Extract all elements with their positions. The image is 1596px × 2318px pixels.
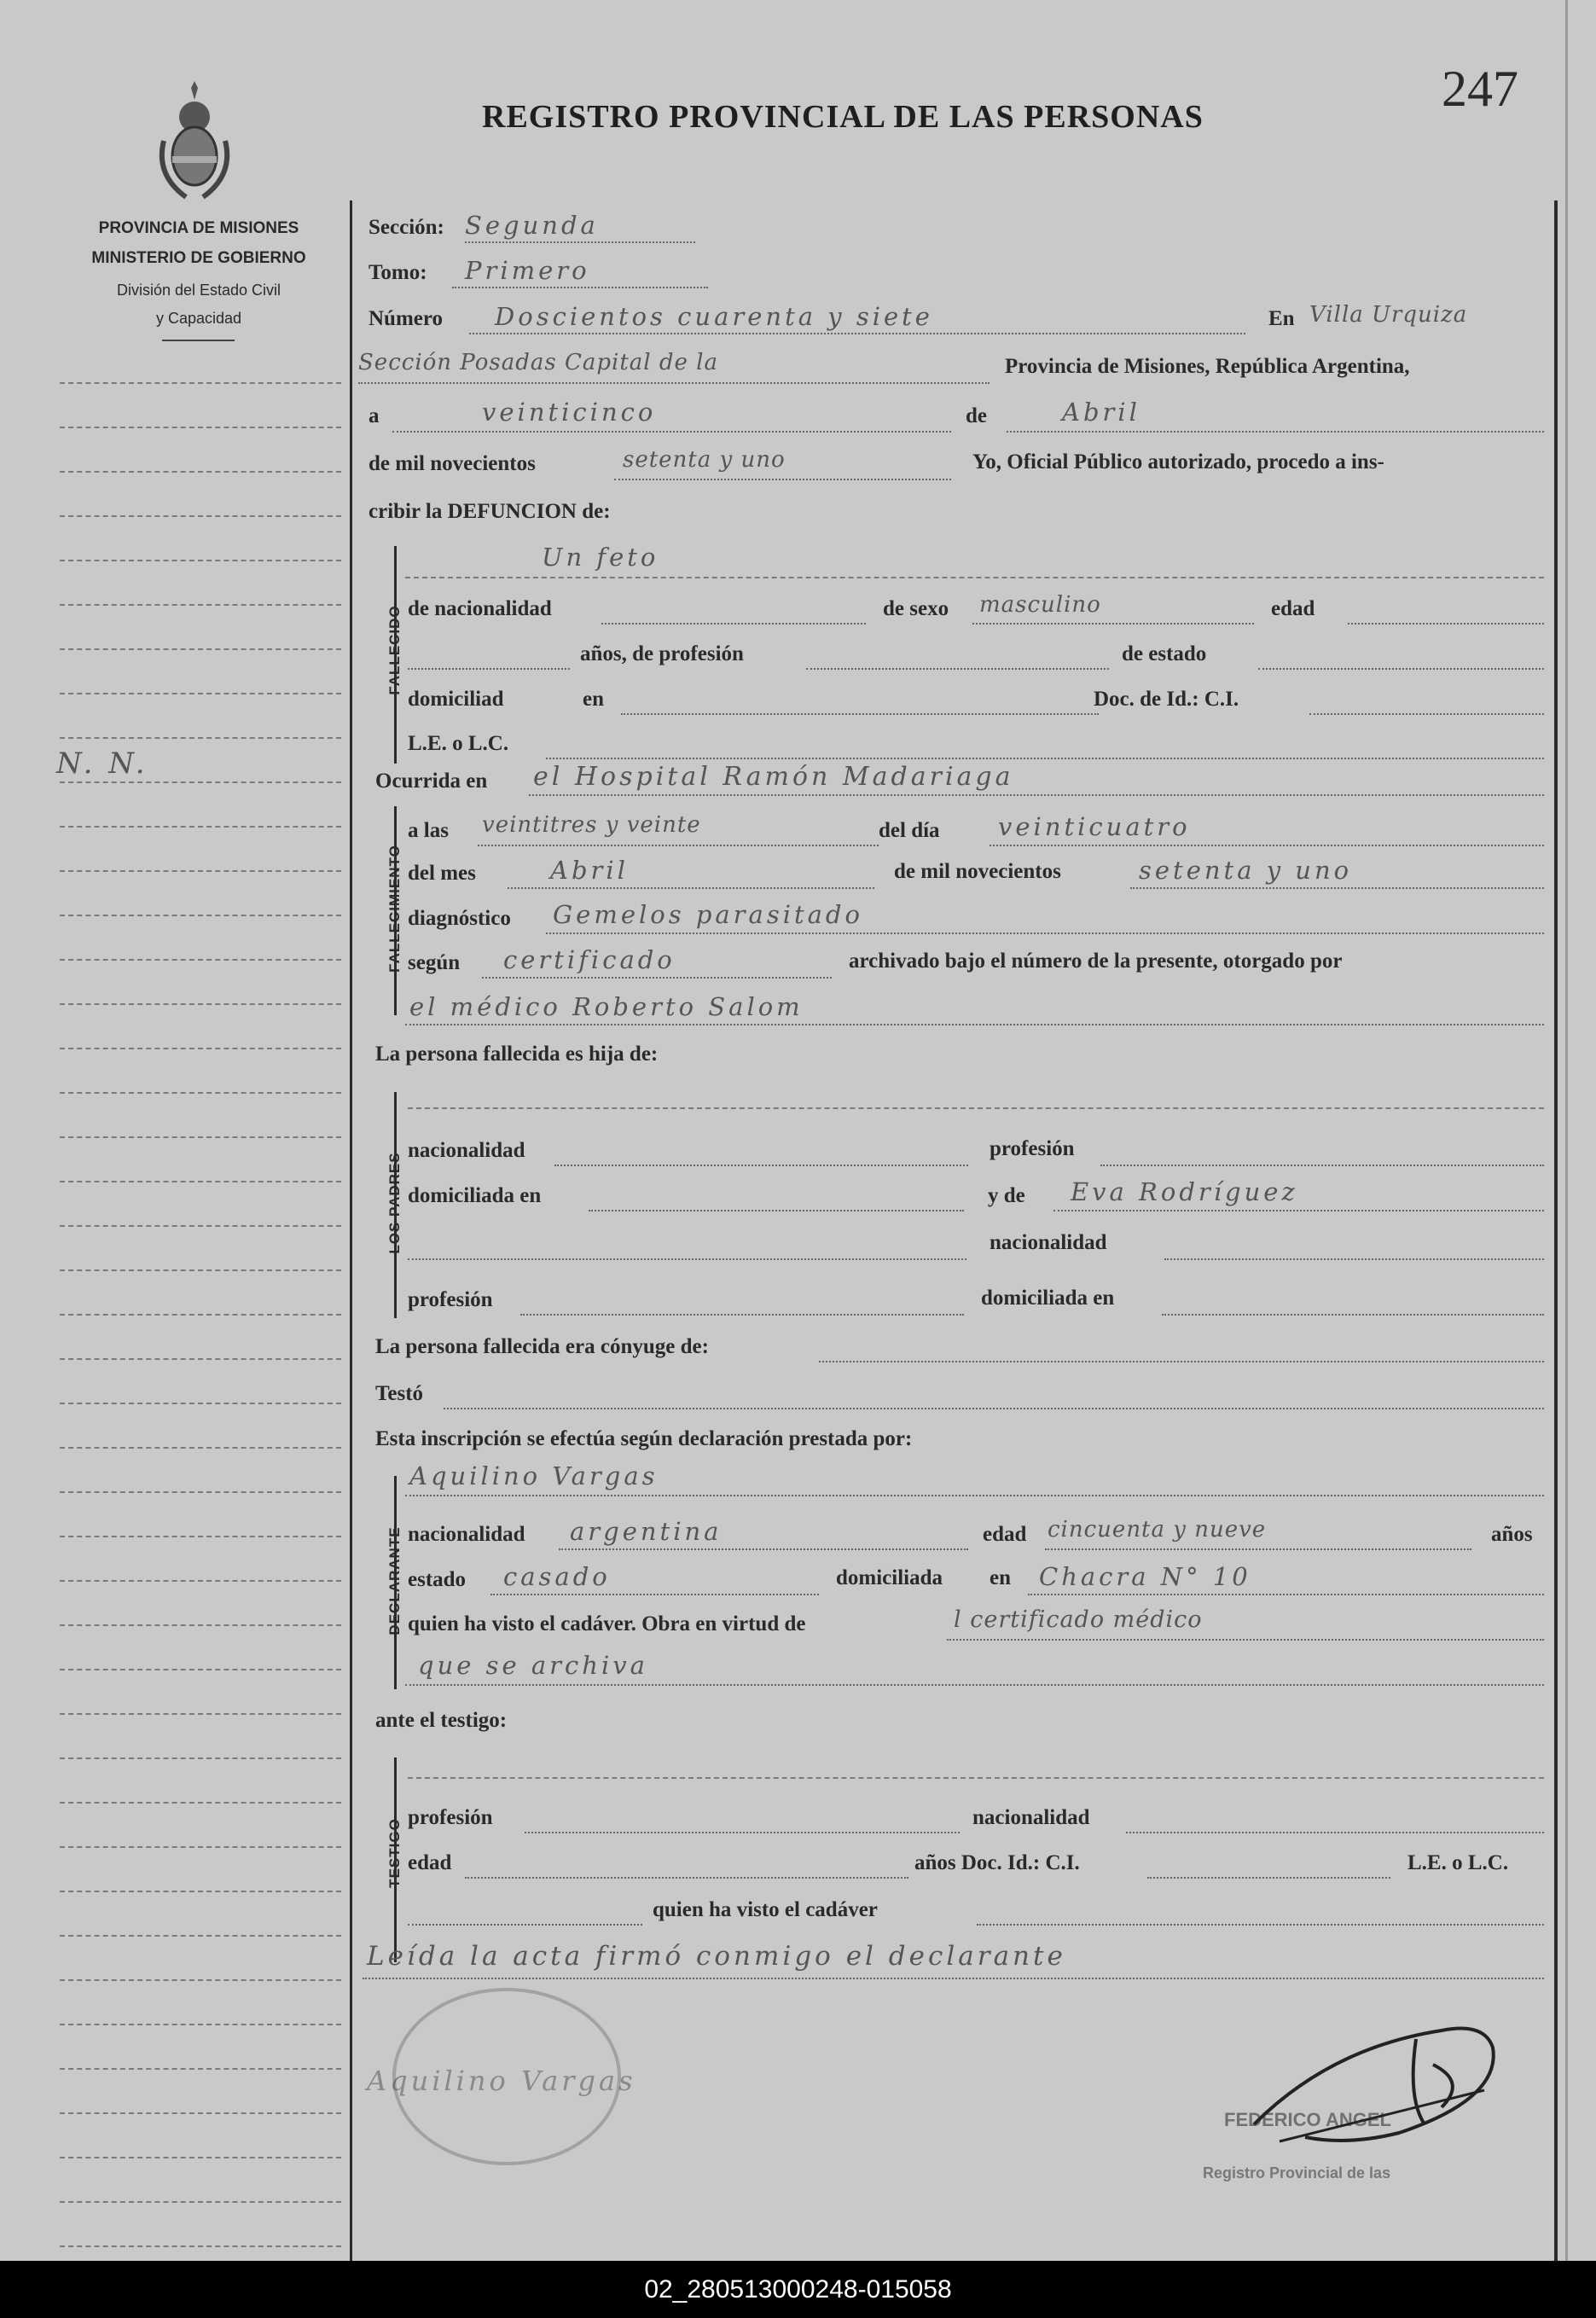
mes-value: Abril [1062, 398, 1140, 427]
left-column-rule [60, 515, 341, 517]
left-column-rule [60, 1048, 341, 1049]
left-column-rule [60, 1979, 341, 1981]
test-profesion-label: profesión [408, 1806, 493, 1829]
page-number: 247 [1442, 61, 1518, 117]
left-column-rule [60, 2245, 341, 2247]
left-column-rule [60, 781, 341, 783]
left-column-rule [60, 1669, 341, 1670]
left-column-rule [60, 1181, 341, 1182]
left-column-rule [60, 604, 341, 606]
padre-profesion-label: profesión [990, 1137, 1075, 1160]
margin-note: N. N. [56, 747, 148, 781]
en-small-label: en [583, 688, 604, 711]
archiva-value: que se archiva [418, 1651, 648, 1680]
left-column-rule [60, 560, 341, 561]
mes-fall-value: Abril [550, 856, 629, 885]
segun-label: según [408, 951, 461, 974]
test-nacionalidad-label: nacionalidad [972, 1806, 1090, 1829]
madre-domiciliada-label: domiciliada en [981, 1287, 1115, 1310]
anos-profesion-label: años, de profesión [580, 642, 744, 665]
declarante-nombre-value: Aquilino Vargas [409, 1461, 659, 1490]
coat-of-arms-emblem [152, 81, 237, 205]
decl-estado-label: estado [408, 1568, 467, 1591]
estado-label: de estado [1122, 642, 1207, 665]
nacionalidad-label: de nacionalidad [408, 597, 552, 620]
left-column-rule [60, 1358, 341, 1360]
del-mes-label: del mes [408, 862, 476, 885]
ocurrida-value: el Hospital Ramón Madariaga [533, 762, 1014, 792]
testo-label: Testó [375, 1382, 424, 1405]
edad-label: edad [1271, 597, 1315, 620]
segun-value: certificado [503, 945, 676, 974]
nombre-value: Un feto [542, 543, 659, 572]
left-column-rule [60, 915, 341, 916]
quien-visto-label: quien ha visto el cadáver. Obra en virtud de [408, 1612, 806, 1635]
stamp-office: Registro Provincial de las [1203, 2164, 1391, 2181]
left-column-rule [60, 1447, 341, 1449]
left-column-rule [60, 2068, 341, 2070]
decl-anos-label: años [1491, 1523, 1533, 1546]
left-column-rule [60, 427, 341, 428]
sexo-label: de sexo [883, 597, 949, 620]
decl-edad-label: edad [983, 1523, 1027, 1546]
conyuge-label: La persona fallecida era cónyuge de: [375, 1335, 709, 1358]
left-column-rule [60, 959, 341, 961]
left-column-rule [60, 2157, 341, 2158]
decl-nacionalidad-label: nacionalidad [408, 1523, 525, 1546]
side-label-fallecimiento: FALLECIMIENTO [386, 845, 403, 973]
left-column-rule [60, 1624, 341, 1626]
left-column-rule [60, 1269, 341, 1271]
left-column-rule [60, 1225, 341, 1227]
padre-nacionalidad-label: nacionalidad [408, 1139, 525, 1162]
hija-de-label: La persona fallecida es hija de: [375, 1043, 659, 1066]
decl-domicilio-value: Chacra N° 10 [1039, 1562, 1251, 1591]
cribir-label: cribir la DEFUNCION de: [369, 500, 611, 523]
test-quien-label: quien ha visto el cadáver [653, 1898, 878, 1921]
decl-en-label: en [990, 1566, 1011, 1589]
a-label: a [369, 404, 380, 427]
y-de-label: y de [988, 1184, 1025, 1207]
left-column-rule [60, 471, 341, 473]
doc-id-label: Doc. de Id.: C.I. [1094, 688, 1239, 711]
left-header-division: División del Estado Civil [116, 282, 281, 299]
ocurrida-label: Ocurrida en [375, 770, 488, 793]
left-column-rule [60, 2112, 341, 2114]
en-label: En [1268, 307, 1295, 330]
left-column-rule [60, 1136, 341, 1138]
leida-value: Leída la acta firmó conmigo el declarante [367, 1941, 1066, 1972]
seccion-label: Sección: [369, 216, 444, 239]
side-label-declarante: DECLARANTE [386, 1526, 403, 1635]
sexo-value: masculino [979, 592, 1101, 618]
left-column-rule [60, 1092, 341, 1094]
left-column-rule [60, 1891, 341, 1892]
left-column-rule [60, 2024, 341, 2025]
footer-caption: 02_280513000248-015058 [0, 2261, 1596, 2318]
numero-value: Doscientos cuarenta y siete [495, 302, 933, 331]
padre-profesion-2-label: profesión [408, 1288, 493, 1311]
tomo-value: Primero [465, 256, 590, 285]
en-value: Villa Urquiza [1309, 302, 1468, 328]
obra-virtud-value: l certificado médico [954, 1606, 1203, 1633]
del-dia-label: del día [879, 819, 940, 842]
left-column-rule [60, 1491, 341, 1493]
test-anos-doc-label: años Doc. Id.: C.I. [914, 1851, 1080, 1874]
yo-oficial-label: Yo, Oficial Público autorizado, procedo a ins- [972, 450, 1384, 473]
numero-label: Número [369, 307, 444, 330]
declarante-firma: Aquilino Vargas [367, 2065, 636, 2097]
ante-testigo-label: ante el testigo: [375, 1709, 508, 1732]
left-header-capacity: y Capacidad [155, 310, 242, 327]
anio-value: setenta y uno [623, 447, 786, 473]
test-le-lc-label: L.E. o L.C. [1407, 1851, 1509, 1874]
left-column-rule [60, 1536, 341, 1537]
left-column-rule [60, 1003, 341, 1005]
a-las-label: a las [408, 819, 449, 842]
seccion-value: Segunda [465, 211, 599, 240]
archivado-label: archivado bajo el número de la presente, otorgado por [849, 950, 1343, 973]
diagnostico-value: Gemelos parasitado [553, 900, 863, 929]
mil-novecientos-2-label: de mil novecientos [894, 860, 1061, 883]
tomo-label: Tomo: [369, 261, 427, 284]
le-lc-label: L.E. o L.C. [408, 732, 509, 755]
left-column-rule [60, 737, 341, 739]
left-header-ministry: MINISTERIO DE GOBIERNO [91, 249, 306, 267]
diagnostico-label: diagnóstico [408, 907, 511, 930]
left-column-rule [60, 648, 341, 650]
decl-domiciliada-label: domiciliada [836, 1566, 943, 1589]
madre-value: Eva Rodríguez [1071, 1177, 1298, 1206]
left-column-rule [60, 1935, 341, 1937]
left-column-rule [60, 382, 341, 384]
test-edad-label: edad [408, 1851, 452, 1874]
left-column-rule [60, 870, 341, 872]
hora-value: veintitres y veinte [482, 812, 701, 838]
page-title: REGISTRO PROVINCIAL DE LAS PERSONAS [482, 99, 1204, 135]
decl-edad-value: cincuenta y nueve [1048, 1517, 1267, 1542]
side-label-testigo: TESTIGO [386, 1818, 403, 1888]
padre-domiciliada-label: domiciliada en [408, 1184, 542, 1207]
decl-nacionalidad-value: argentina [570, 1517, 723, 1546]
medico-value: el médico Roberto Salom [409, 992, 804, 1021]
side-label-fallecido: FALLECIDO [386, 605, 403, 695]
anio-fall-value: setenta y uno [1139, 856, 1353, 885]
left-column-rule [60, 1757, 341, 1759]
domiciliad-label: domiciliad [408, 688, 504, 711]
provincia-label: Provincia de Misiones, República Argentina, [1005, 355, 1410, 378]
left-column-rule [60, 826, 341, 828]
left-column-rule [60, 1802, 341, 1804]
de-label: de [966, 404, 987, 427]
de-mil-label: de mil novecientos [369, 452, 536, 475]
left-column-rule [60, 1580, 341, 1582]
decl-estado-value: casado [503, 1562, 611, 1591]
left-column-rule [60, 1403, 341, 1404]
left-column-rule [60, 2201, 341, 2203]
left-header-province: PROVINCIA DE MISIONES [98, 219, 299, 237]
left-column-rule [60, 693, 341, 694]
dia-value: veinticinco [482, 398, 657, 427]
left-column-rule [60, 1314, 341, 1316]
dia-fall-value: veinticuatro [998, 812, 1191, 841]
left-column-rule [60, 1846, 341, 1848]
side-label-padres: LOS PADRES [386, 1152, 403, 1254]
madre-nacionalidad-label: nacionalidad [990, 1231, 1107, 1254]
stamp-name: FEDERICO ANGEL [1224, 2109, 1391, 2130]
seccion-lugar-value: Sección Posadas Capital de la [358, 350, 718, 375]
left-column-rule [60, 1713, 341, 1715]
inscripcion-label: Esta inscripción se efectúa según declaración prestada por: [375, 1427, 913, 1450]
